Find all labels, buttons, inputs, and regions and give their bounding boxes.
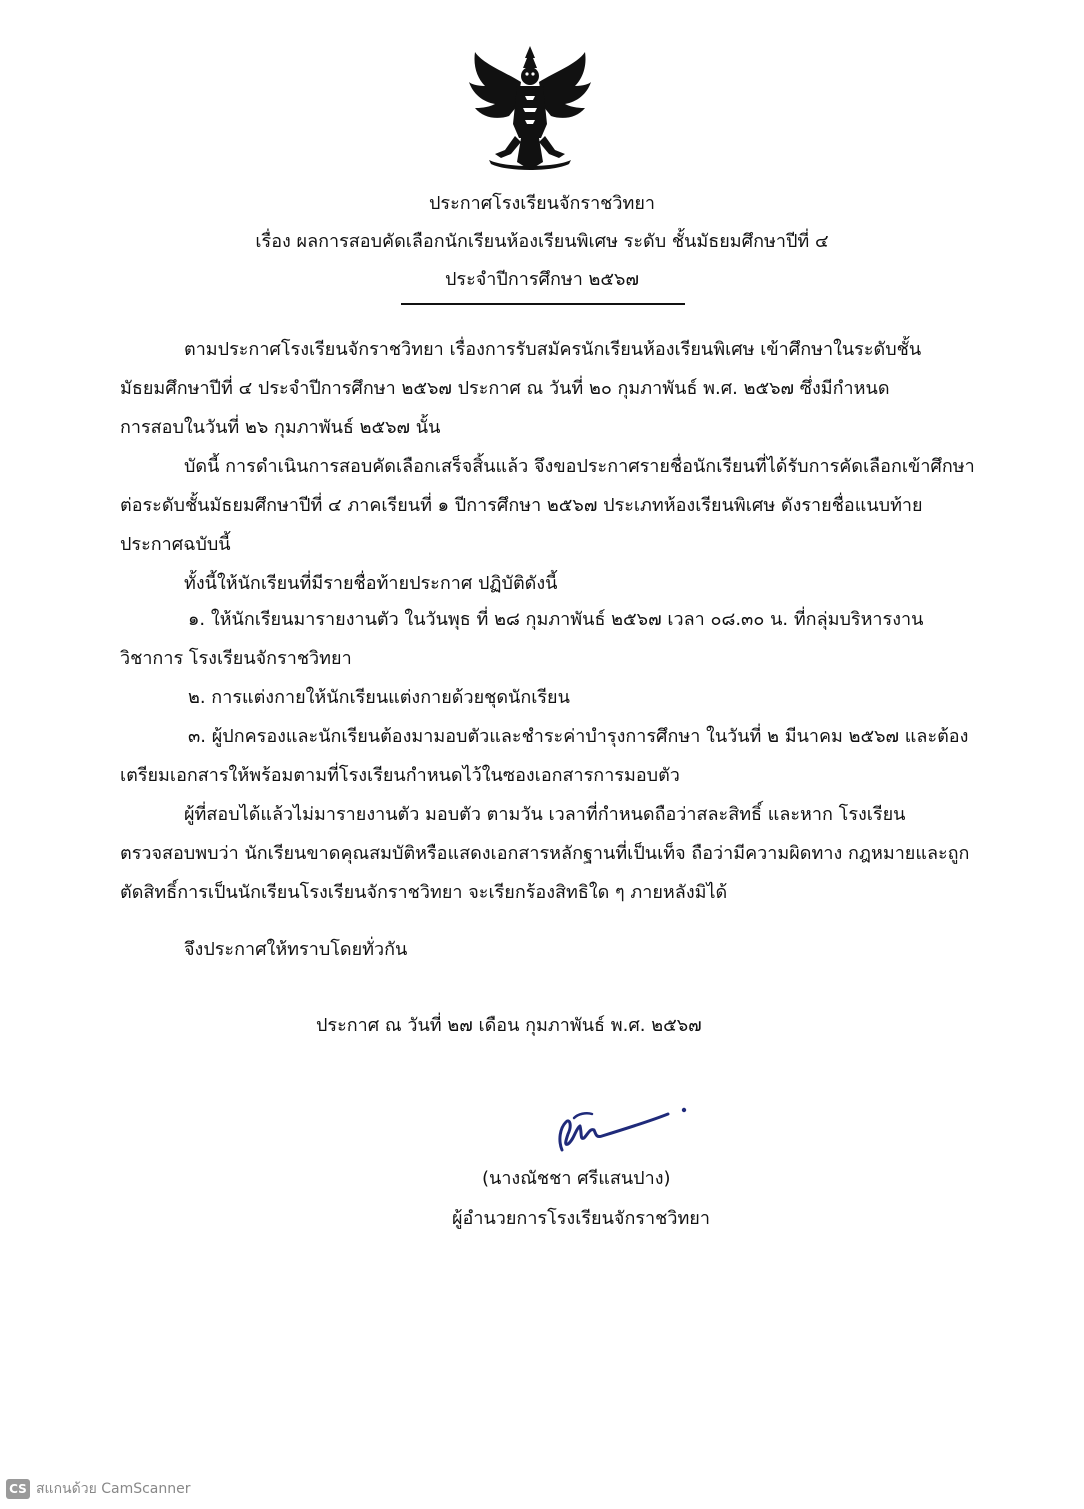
paragraph-4-line-1: ผู้ที่สอบได้แล้วไม่มารายงานตัว มอบตัว ตามวัน เวลาที่กำหนดถือว่าสละสิทธิ์ และหาก โรงเรียน	[184, 804, 906, 825]
announcement-title: ประกาศโรงเรียนจักราชวิทยา	[428, 193, 656, 214]
paragraph-2-line-2: ต่อระดับชั้นมัธยมศึกษาปีที่ ๔ ภาคเรียนที่ ๑ ปีการศึกษา ๒๕๖๗ ประเภทห้องเรียนพิเศษ ดังรายชื่อแนบท้าย	[120, 495, 923, 516]
item-2: ๒. การแต่งกายให้นักเรียนแต่งกายด้วยชุดนักเรียน	[188, 687, 570, 708]
paragraph-2-line-1: บัดนี้ การดำเนินการสอบคัดเลือกเสร็จสิ้นแล้ว จึงขอประกาศรายชื่อนักเรียนที่ได้รับการคัดเลือกเข้าศึกษา	[184, 456, 975, 477]
signature-icon	[548, 1100, 698, 1158]
closing-statement: จึงประกาศให้ทราบโดยทั่วกัน	[184, 939, 408, 960]
signatory-position: ผู้อำนวยการโรงเรียนจักราชวิทยา	[452, 1208, 710, 1229]
paragraph-1-line-2: มัธยมศึกษาปีที่ ๔ ประจำปีการศึกษา ๒๕๖๗ ประกาศ ณ วันที่ ๒๐ กุมภาพันธ์ พ.ศ. ๒๕๖๗ ซึ่งมีกำหนด	[120, 378, 890, 399]
paragraph-3: ทั้งนี้ให้นักเรียนที่มีรายชื่อท้ายประกาศ ปฏิบัติดังนี้	[184, 573, 558, 594]
camscanner-logo-icon: CS	[6, 1479, 30, 1499]
item-1-line-2: วิชาการ โรงเรียนจักราชวิทยา	[120, 648, 352, 669]
paragraph-1-line-3: การสอบในวันที่ ๒๖ กุมภาพันธ์ ๒๕๖๗ นั้น	[120, 417, 441, 438]
signatory-name: (นางณัชชา ศรีแสนปาง)	[482, 1168, 671, 1189]
announcement-subject: เรื่อง ผลการสอบคัดเลือกนักเรียนห้องเรียนพิเศษ ระดับ ชั้นมัธยมศึกษาปีที่ ๔	[255, 231, 829, 252]
paragraph-4-line-2: ตรวจสอบพบว่า นักเรียนขาดคุณสมบัติหรือแสดงเอกสารหลักฐานที่เป็นเท็จ ถือว่ามีความผิดทาง กฎหมายและถูก	[120, 843, 970, 864]
paragraph-1-line-1: ตามประกาศโรงเรียนจักราชวิทยา เรื่องการรับสมัครนักเรียนห้องเรียนพิเศษ เข้าศึกษาในระดับชั้น	[184, 339, 922, 360]
camscanner-watermark	[6, 1478, 191, 1500]
item-3-line-1: ๓. ผู้ปกครองและนักเรียนต้องมามอบตัวและชำระค่าบำรุงการศึกษา ในวันที่ ๒ มีนาคม ๒๕๖๗ และต้อง	[188, 726, 969, 747]
garuda-emblem-icon	[465, 42, 595, 174]
paragraph-4-line-3: ตัดสิทธิ์การเป็นนักเรียนโรงเรียนจักราชวิทยา จะเรียกร้องสิทธิใด ๆ ภายหลังมิได้	[120, 882, 728, 903]
item-3-line-2: เตรียมเอกสารให้พร้อมตามที่โรงเรียนกำหนดไว้ในซองเอกสารการมอบตัว	[120, 765, 680, 786]
announcement-year: ประจำปีการศึกษา ๒๕๖๗	[445, 269, 639, 290]
announcement-date: ประกาศ ณ วันที่ ๒๗ เดือน กุมภาพันธ์ พ.ศ. ๒๕๖๗	[316, 1015, 702, 1036]
item-1-line-1: ๑. ให้นักเรียนมารายงานตัว ในวันพุธ ที่ ๒๘ กุมภาพันธ์ ๒๕๖๗ เวลา ๐๘.๓๐ น. ที่กลุ่มบริหารงาน	[188, 609, 924, 630]
paragraph-2-line-3: ประกาศฉบับนี้	[120, 534, 231, 555]
header-divider	[401, 303, 685, 305]
camscanner-text: สแกนด้วย CamScanner	[36, 1481, 191, 1497]
